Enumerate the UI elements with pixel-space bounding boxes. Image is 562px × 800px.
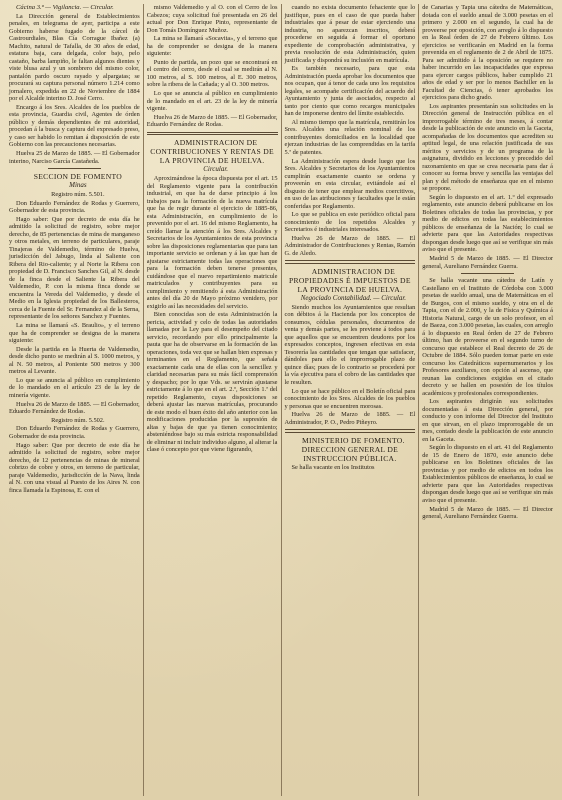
section-header-line: Cácina 3.ª — Vigilancia. — Circular. xyxy=(16,4,114,11)
divider xyxy=(48,168,100,169)
registro-number: Registro núm. 5.502. xyxy=(51,416,105,424)
paragraph: Huelva 26 de Marzo de 1885. — El Gobernador, Eduardo Fernández de Rodas. xyxy=(146,113,278,129)
divider xyxy=(285,260,416,264)
text-columns xyxy=(6,4,556,796)
subhead-minas: Minas xyxy=(69,181,87,190)
paragraph: Lo que se hace público en el Boletín oficial para conocimiento de los Sres. Alcaldes de los pueblos y personas que se encuentren morosas. xyxy=(284,387,416,410)
paragraph: Hago saber: Que por decreto de este día he admitido la solicitud de registro, sobre mejor derecho, de 12 pertenencias de minas de mineral cobrizo de cobre y otros, en terreno de particular, paraje Valdemedio, jurisdicción de la Nava, linda al N. con una visual al Puesto de los Aires N. con finca llamada la Espinosa, E. con el xyxy=(9,441,140,494)
paragraph: Hago saber: Que por decreto de esta día he admitido la solicitud de registro, sobre mejor derecho, de 85 pertenencias de mina de manganeso y otros metales, en terreno de particulares, paraje Tinajeras de Valdemedio, término de Huelva, jurisdicción del Jabugo, linda al Saliente con Ribera del Rio-caliente; y al Norte la Ribera con propiedad de D. Francisco Sanches Gil, al N. desde de la finca desde el Saliente la Ribera del Valdemedio, P. con la misma finca donde se encuentra la Vereda del Valdemedio, y desde el Medio en la Iglesia propiedad de los Ballesteros, cerca de la Fuente del Sr. Fernandez al de la Serna, representante de los señores Sanchez y Fuentes. xyxy=(9,215,140,321)
subhead-circular: Circular. xyxy=(203,165,229,174)
paragraph: Don Eduardo Fernández de Rodas y Guerrero, Gobernador de esta provincia. xyxy=(9,425,140,440)
divider xyxy=(461,273,513,274)
column-4 xyxy=(419,4,556,796)
section-title-fomento: SECCION DE FOMENTO xyxy=(33,172,123,182)
paragraph: de Canarias y Tapia una cátedra de Matemáticas, dotada con el sueldo anual de 3.000 pesetas en el primero y 2.000 en el segundo, la cual ha de proveerse por oposición, con arreglo á lo dispuesto en la Real órden de 27 de Febrero último. Los ejercicios se verificarán en Madrid en la forma prevenida en el reglamento de 2 de Abril de 1875. Para ser admitido á la oposición se requiere no haber incurrido en las incapacidades que expresa para ejercer cargos públicos, haber cumplido 21 años de edad y ser por lo menos Bachiller en la Facultad de Ciencias, ó tener aprobados los ejercicios para dicho grado. xyxy=(422,4,553,101)
subhead-negociado: Negociado Contabilidad. — Circular. xyxy=(300,294,407,303)
paragraph: Se halla vacante una cátedra de Latín y Castellano en el Instituto de Córdoba con 3.000 pesetas de sueldo anual, una de Matemáticas en el de Burgos, con el mismo sueldo, y otra en el de Tapia, con el de 2.000, y la de Física y Química á Historia Natural, cargo de un solo profesor, en el de Baeza, con 3.000 pesetas, las cuales, con arreglo á lo dispuesto en Real órden de 27 de Febrero último, han de proveerse en el segundo turno de concurso que establece el Real decreto de 26 de Octubre de 1884. Sólo pueden tomar parte en este concurso los Catedráticos supernumerarios y los Profesores auxiliares, con opción al ascenso, que reunan las condiciones exigidas en el citado decreto y se hallen en posesión de los títulos académicos y profesionales correspondientes. xyxy=(422,277,553,397)
divider xyxy=(285,429,416,433)
paragraph: Según lo dispuesto en el art. 41 del Reglamento de 15 de Enero de 1870, este anuncio debe publicarse en los Boletines oficiales de las provincias y por medio de edictos en todos los Establecimientos públicos de enseñanza, lo cual se advierte para que las Autoridades respectivas dispongan desde luego que así se verifique sin más aviso que el presente. xyxy=(422,444,553,504)
paragraph: Bien conocidas son de esta Administración la pericia, actividad y celo de todas las autoridades llamadas por la Ley para el desempeño del citado servicio, recordando por ello principalmente la pauta que ha de observarse en la formación de las operaciones, toda vez que se hallan bien expresas y terminantes en el Reglamento, que señala exactamente cada una de ellas con la sencillez y claridad necesarias para su más fácil comprensión y despacho; por lo que Vds. se servirán ajustarse estrictamente á lo que en el art. 2.º, Sección 1.ª del repetido Reglamento, cuyas disposiciones se deberá ajustar las nuevas matrículas, procurando de este modo el buen éxito del año anterior con las modificaciones producidas por la supresión de altas y bajas de que ya tienen conocimiento; absteniéndose bajo su más estricta responsabilidad de eliminar ni incluir individuo alguno, al alterar la clase ó concepto por que viene figurando, xyxy=(146,311,278,454)
registro-number: Registro núm. 5.501. xyxy=(51,190,105,198)
section-title-ministerio: MINISTERIO DE FOMENTO. DIRECCION GENERAL DE INSTRUCCION PÚBLICA. xyxy=(301,435,405,463)
paragraph: Desde la partida en la Huerta de Valdemedio, desde dicho punto se medirán al S. 1000 metros, y al N. 50 metros, al Poniente 500 metros y 300 metros al Levante. xyxy=(9,345,140,376)
paragraph: Madrid 5 de Marzo de 1885. — El Director general, Aureliano Fernández Guerra. xyxy=(422,505,553,521)
paragraph: Madrid 5 de Marzo de 1885. — El Director general, Aureliano Fernández Guerra. xyxy=(422,255,553,270)
paragraph: Lo que se publica en este periódico oficial para conocimiento de los repetidos Alcaldes y Secretarios é industriales interesados. xyxy=(284,211,416,234)
paragraph: cuando no exista documento fehaciente que lo justifique, pues en el caso de que pueda haber industriales que á pesar de estar ejerciendo una industria, no aparezcan inscritos, deberá procederse en seguida á formar el oportuno expediente de comprobación administrativa, y previa resolución de esta Administración, quien justificada y dispondrá su inclusión en matrícula. xyxy=(284,4,416,64)
column-1 xyxy=(6,4,144,796)
paragraph: La mina se llamará «Socavita», y el terreno que ha de comprender se designa de la manera siguiente: xyxy=(146,35,278,58)
column-3 xyxy=(282,4,420,796)
paragraph: Punto de partida, un pozo que se encontrará en el centro del cerro, desde el cual se medirán al N. 100 metros, al S. 100 metros, al E. 300 metros, sobre la ribera de la Cañada; y al O. 300 metros. xyxy=(146,58,278,89)
paragraph: Siendo muchos los Ayuntamientos que resultan con débitos á la Hacienda por los conceptos de consumos, cédulas personales, documentos de venta y demás partes, se les previene á todos para que aquellos que se encuentren deudores por los expresados conceptos, ingresen efectivas en esta Tesorería las cantidades que tengan que satisfacer, dándoles para ello el improrrogable plazo de quince días; pues de lo contrario se procederá por la vía ejecutiva para el cobro de las cantidades que le resulten. xyxy=(284,303,416,386)
paragraph: Lo que se anuncia al público en cumplimiento de lo mandado en el artículo 23 de la ley de minería vigente. xyxy=(9,376,140,399)
paragraph: Aproximándose la época dispuesta por el art. 15 del Reglamento vigente para la contribución industrial, en que ha de darse principio á los trabajos para la formación de la nueva matrícula que ha de regir durante el ejercicio de 1885-86, esta Administración, en cumplimiento de lo prevenido por el art. 16 del mismo Reglamento, ha creído llamar la atención á los Sres. Alcaldes y Secretarios de los Ayuntamientos de esta provincia sobre las disposiciones reglamentarias que para tan importante servicio se ordenan y á las que han de ajustarse estrictamente todas las operaciones que para la formación deben tenerse presentes, cuidándose que el nuevo repartimiento matricule matriculados y contribuyentes para su cumplimiento y remitiendo á esta Administración antes del día 20 de Mayo próximo venidero, por exigirlo así las necesidades del servicio. xyxy=(146,175,278,310)
paragraph: Se halla vacante en los Institutos xyxy=(291,463,375,471)
column-2 xyxy=(144,4,282,796)
section-title-contribuciones: ADMINISTRACION DE CONTRIBUCIONES Y RENTAS DE LA PROVINCIA DE HUELVA. xyxy=(150,138,274,166)
section-title-propiedades: ADMINISTRACION DE PROPIEDADES É IMPUESTOS DE LA PROVINCIA DE HUELVA. xyxy=(288,266,411,294)
paragraph: Al mismo tiempo que la matrícula, remitirán los Sres. Alcaldes una relación nominal de los contribuyentes domiciliados en la localidad que ejerzan industrias de las comprendidas en la tarifa 5.ª de patentes. xyxy=(284,118,416,156)
paragraph: Según lo dispuesto en el art. 1.º del expresado reglamento, este anuncio deberá publicarse en los Boletines oficiales de todas las provincias, y por medio de edictos en todas las establecimientos públicos de enseñanza de la Nación; lo cual se advierte para que las Autoridades respectivas dispongan desde luego que así se verifique sin más aviso que el presente. xyxy=(422,193,553,254)
paragraph: Los aspirantes presentarán sus solicitudes en la Dirección general de Instrucción pública en el improrrogable término de tres meses, á contar desde la publicación de este anuncio en la Gaceta, acompañadas de los documentos que acrediten su aptitud legal, de una relación justificada de sus méritos y servicios y de un programa de la asignatura, dividido en lecciones y precedido del razonamiento en que se crea necesaria para dar á conocer su forma breve y sencilla las ventajas del plan y del método de enseñanza que en el mismo se propone. xyxy=(422,102,553,193)
paragraph: Los aspirantes dirigirán sus solicitudes documentadas á esta Dirección general, por conducto y con informe del Director del Instituto en que sirvan, en el plazo improrrogable de un mes, contado desde la publicación de este anuncio en la Gaceta. xyxy=(422,398,553,443)
paragraph: Es también necesario, para que esta Administración pueda aprobar los documentos que nos ocupan, que á tenor de cada uno los requisitos legales, se acompañe certificación del acuerdo del Ayuntamiento y junta de asociados, respecto al tanto por ciento que como recargos municipales han de imponerse dentro del límite establecido. xyxy=(284,65,416,118)
paragraph: Don Eduardo Fernández de Rodas y Guerrero, Gobernador de esta provincia. xyxy=(9,199,140,215)
paragraph: La mina se llamará «S. Braulio», y el terreno que ha de comprender se designa de la manera siguiente: xyxy=(9,322,140,344)
paragraph: Huelva 26 de Marzo de 1885. — El Administrador de Contribuciones y Rentas, Ramón G. de Aledo. xyxy=(284,234,416,257)
paragraph: mismo Valdemedio y al O. con el Cerro de los Cabezos; cuya solicitud fué presentada en 26 del actual por Don Enrique Pinto, representante de Don Tomás Domínguez Muñoz. xyxy=(146,4,278,34)
paragraph: Lo que se anuncia al público en cumplimiento de lo mandado en el art. 23 de la ley de minería vigente. xyxy=(146,90,278,113)
divider xyxy=(147,132,278,136)
paragraph: La Administración espera desde luego que los Sres. Alcaldes y Secretarios de los Ayuntamientos cumplirán exactamente cuanto se ordena y proveerán en esta circular, evitándole así el disgusto de tener que emplear medios coercitivos, en uso de las atribuciones y facultades que le están conferidas por Reglamento. xyxy=(284,157,416,210)
paragraph: Huelva 25 de Marzo de 1885. — El Gobernador interino, Narciso García Castañeda. xyxy=(9,150,140,165)
paragraph: La Dirección general de Establecimientos penales, en telegrama de ayer, participa a este Gobierno haberse fugado de la cárcel de Castrourdiales, Blas Cía Corrague Ibañez (a) Machito, natural de Tafalla, de 30 años de edad, estatura baja, cara delgada, color bajo, pelo castaño, barba lampiño, le faltan algunos dientes y viste blusa azul y un sombrero del mismo color, pantalón pardo oscuro rayado y alpargatas; se procurará su captura personal número 1.214 como jornalero, expedida en 22 de Noviembre de 1884 por el Alcalde interino D. José Cerro. xyxy=(9,12,140,103)
paragraph: Huelva 26 de Marzo de 1885. — El Administrador, P. O., Pedro Piñeyro. xyxy=(284,411,416,426)
paragraph: Huelva 26 de Marzo de 1885. — El Gobernador, Eduardo Fernández de Rodas. xyxy=(9,400,140,416)
paragraph: Encargo á los Sres. Alcaldes de los pueblos de esta provincia, Guardia civil, Agentes de órden público y demás dependientes de mi autoridad, procedan á la busca y captura del expresado preso, y caso ser habido lo remitan á disposición de este Gobierno con las precauciones necesarias. xyxy=(9,103,140,149)
